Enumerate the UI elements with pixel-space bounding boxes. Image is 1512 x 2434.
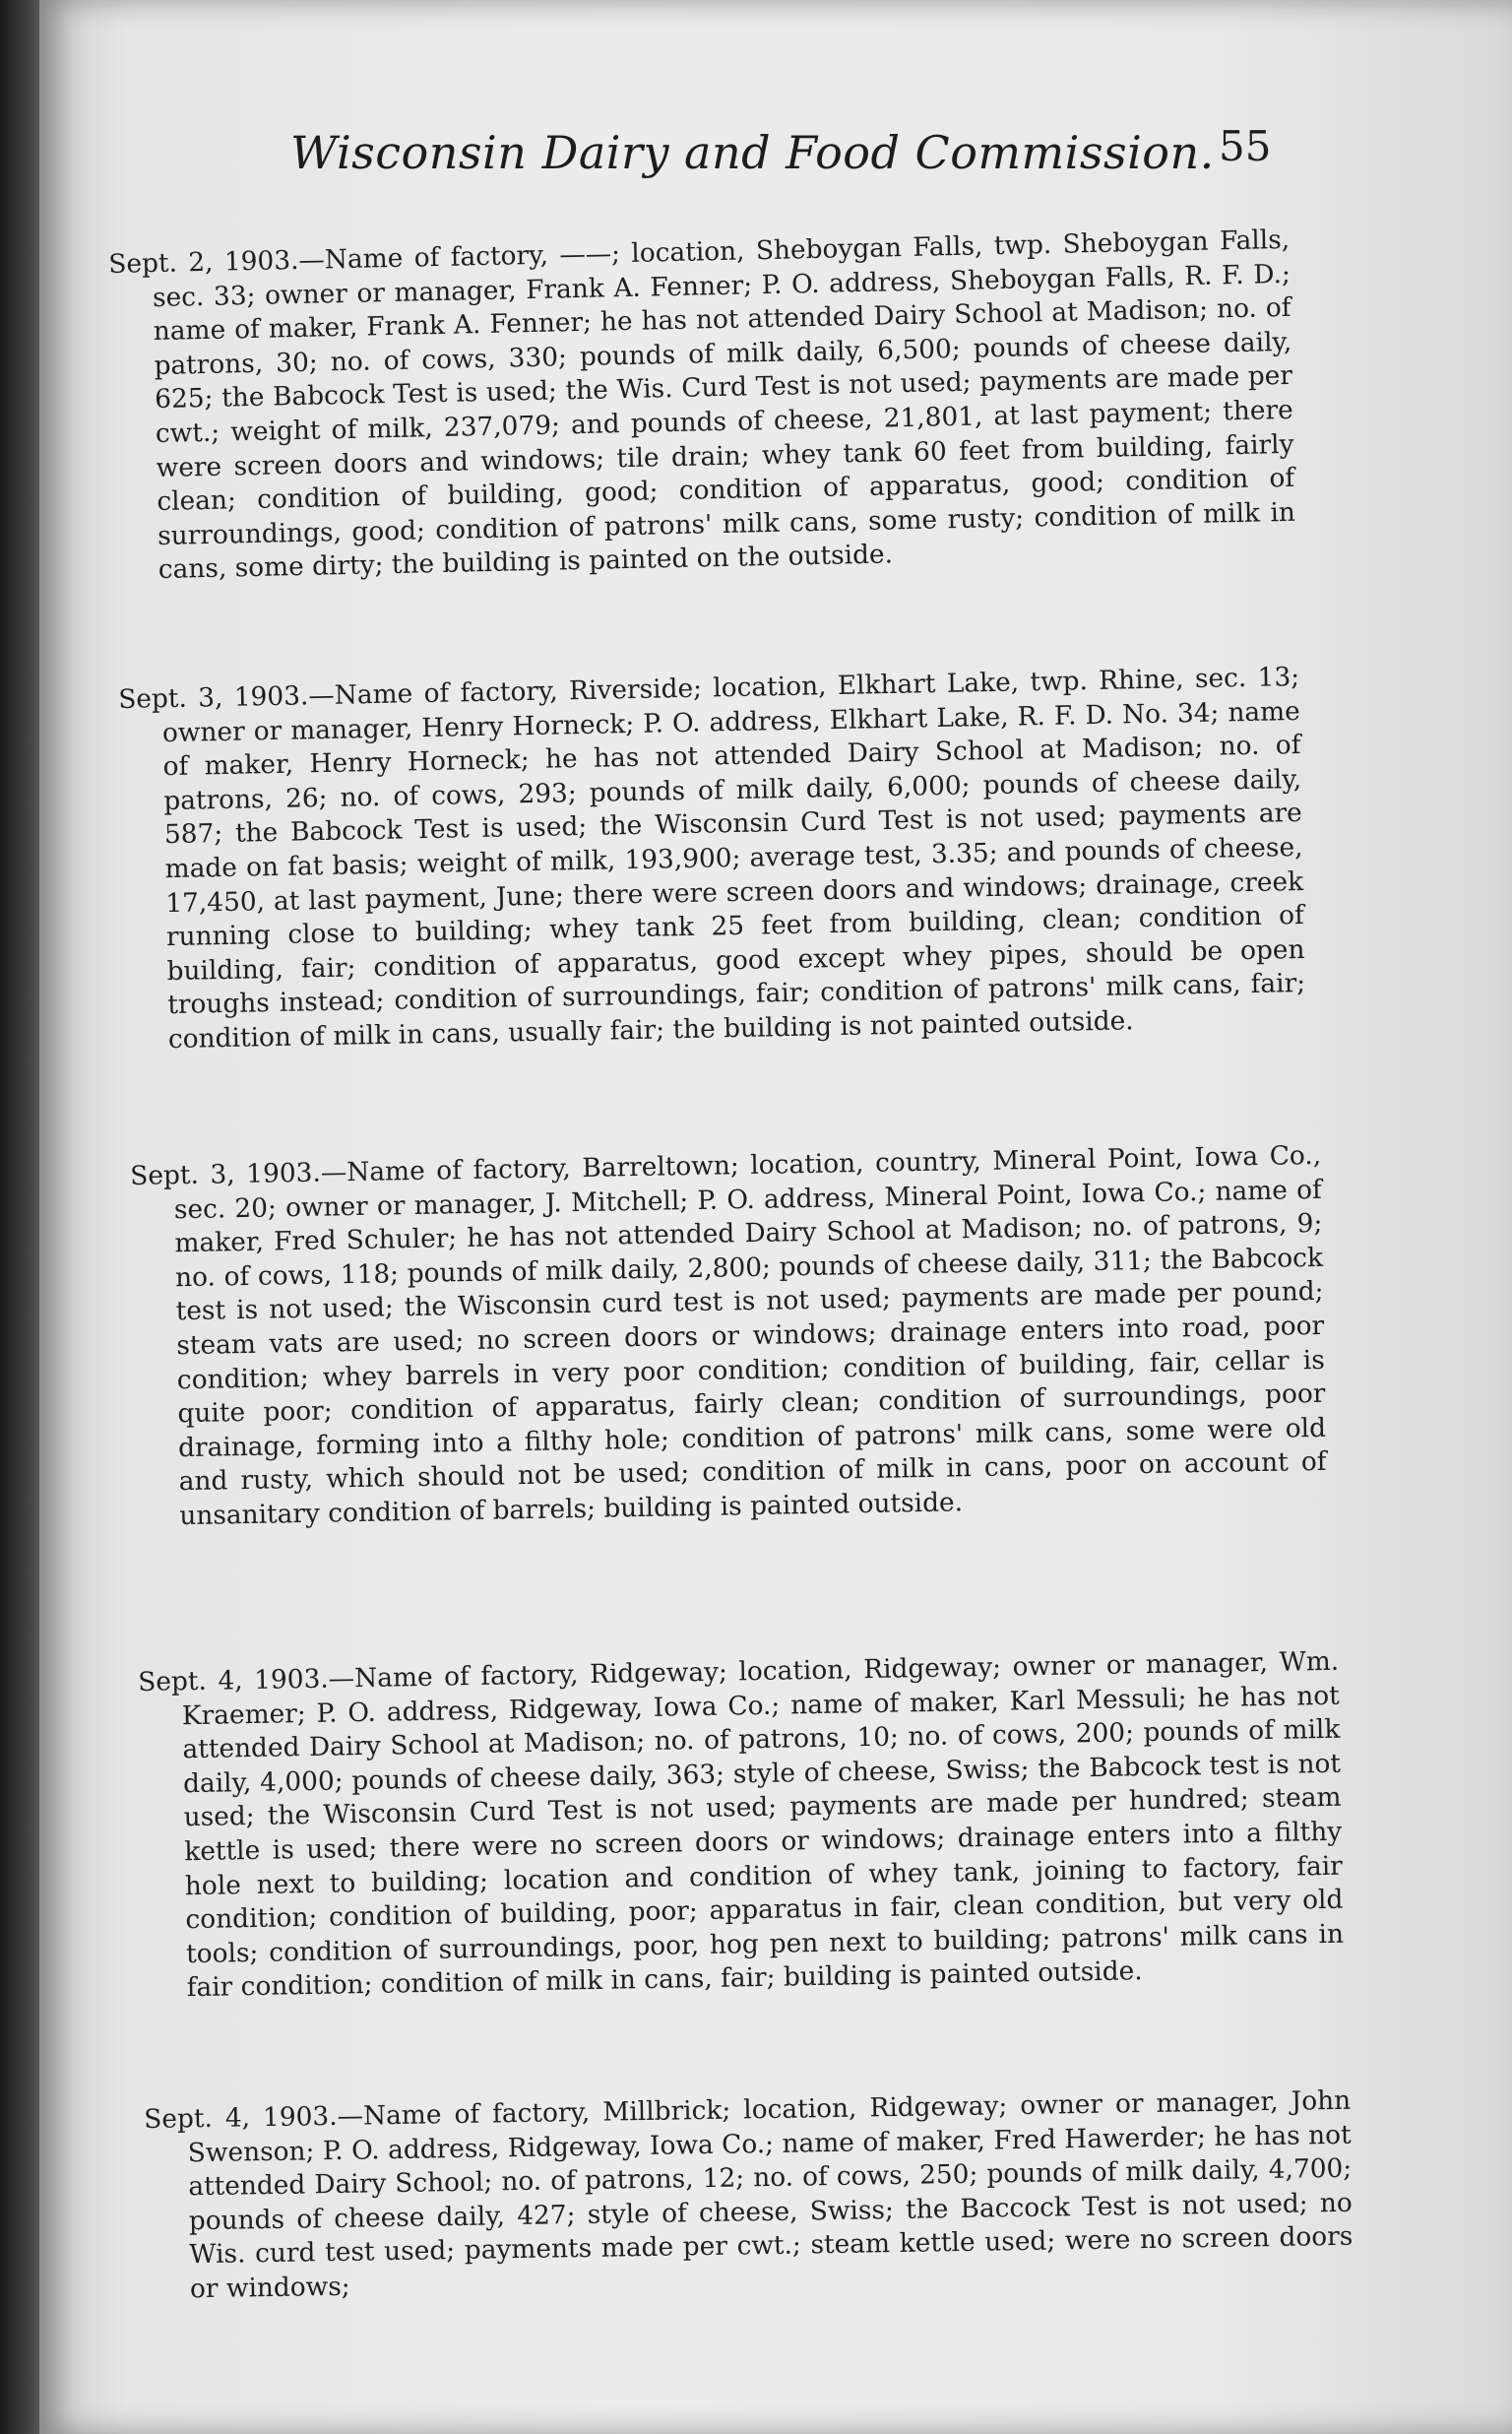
inspection-entry: Sept. 2, 1903.—Name of factory, ——; location, Sheboygan Falls, twp. Sheboygan Falls, sec. 33; owner or manager, Frank A. Fenner; P. O. address, Sheboygan Falls, R. F. D.; name of maker, Frank A. Fenner; he has not attended Dairy School at Madison; no. of patrons, 30; no. of cows, 330; pounds of milk daily, 6,500; pounds of cheese daily, 625; the Babcock Test is used; the Wis. Curd Test is not used; payments are made per cwt.; weight of milk, 237,079; and pounds of cheese, 21,801, at last payment; there were screen doors and windows; tile drain; whey tank 60 feet from building, fairly clean; condition of building, good; condition of apparatus, good; condition of surroundings, good; condition of patrons' milk cans, some rusty; condition of milk in cans, some dirty; the building is painted on the outside. xyxy=(108,224,1296,586)
page-number: 55 xyxy=(1219,122,1272,170)
running-title: Wisconsin Dairy and Food Commission. xyxy=(290,126,1215,179)
inspection-entry: Sept. 3, 1903.—Name of factory, Riverside; location, Elkhart Lake, twp. Rhine, sec. 13; owner or manager, Henry Horneck; P. O. address, Elkhart Lake, R. F. D. No. 34; name of maker, Henry Horneck; he has not attended Dairy School at Madison; no. of patrons, 26; no. of cows, 293; pounds of milk daily, 6,000; pounds of cheese daily, 587; the Babcock Test is used; the Wisconsin Curd Test is not used; payments are made on fat basis; weight of milk, 193,900; average test, 3.35; and pounds of cheese, 17,450, at last payment, June; there were screen doors and windows; drainage, creek running close to building; whey tank 25 feet from building, clean; condition of building, fair; condition of apparatus, good except whey pipes, should be open troughs instead; condition of surroundings, fair; condition of patrons' milk cans, fair; condition of milk in cans, usually fair; the building is not painted outside. xyxy=(118,662,1306,1056)
book-spine-shadow xyxy=(0,0,39,2434)
running-header xyxy=(39,116,1319,195)
inspection-entry: Sept. 4, 1903.—Name of factory, Ridgeway; location, Ridgeway; owner or manager, Wm. Kraemer; P. O. address, Ridgeway, Iowa Co.; name of maker, Karl Messuli; he has not attended Dairy School at Madison; no. of patrons, 10; no. of cows, 200; pounds of milk daily, 4,000; pounds of cheese daily, 363; style of cheese, Swiss; the Babcock test is not used; the Wisconsin Curd Test is not used; payments are made per hundred; steam kettle is used; there were no screen doors or windows; drainage enters into a filthy hole next to building; location and condition of whey tank, joining to factory, fair condition; condition of building, poor; apparatus in fair, clean condition, but very old tools; condition of surroundings, poor, hog pen next to building; patrons' milk cans in fair condition; condition of milk in cans, fair; building is painted outside. xyxy=(138,1646,1345,2004)
inspection-entry: Sept. 3, 1903.—Name of factory, Barreltown; location, country, Mineral Point, Iowa Co., sec. 20; owner or manager, J. Mitchell; P. O. address, Mineral Point, Iowa Co.; name of maker, Fred Schuler; he has not attended Dairy School at Madison; no. of patrons, 9; no. of cows, 118; pounds of milk daily, 2,800; pounds of cheese daily, 311; the Babcock test is not used; the Wisconsin curd test is not used; payments are made per pound; steam vats are used; no screen doors or windows; drainage enters into road, poor condition; whey barrels in very poor condition; condition of building, fair, cellar is quite poor; condition of apparatus, fairly clean; condition of surroundings, poor drainage, forming into a filthy hole; condition of patrons' milk cans, some were old and rusty, which should not be used; condition of milk in cans, poor on account of unsanitary condition of barrels; building is painted outside. xyxy=(130,1140,1327,1532)
inspection-entry: Sept. 4, 1903.—Name of factory, Millbrick; location, Ridgeway; owner or manager, John Swenson; P. O. address, Ridgeway, Iowa Co.; name of maker, Fred Hawerder; he has not attended Dairy School; no. of patrons, 12; no. of cows, 250; pounds of milk daily, 4,700; pounds of cheese daily, 427; style of cheese, Swiss; the Baccock Test is not used; no Wis. curd test used; payments made per cwt.; steam kettle used; were no screen doors or windows; xyxy=(144,2085,1354,2305)
document-page xyxy=(39,0,1512,2434)
